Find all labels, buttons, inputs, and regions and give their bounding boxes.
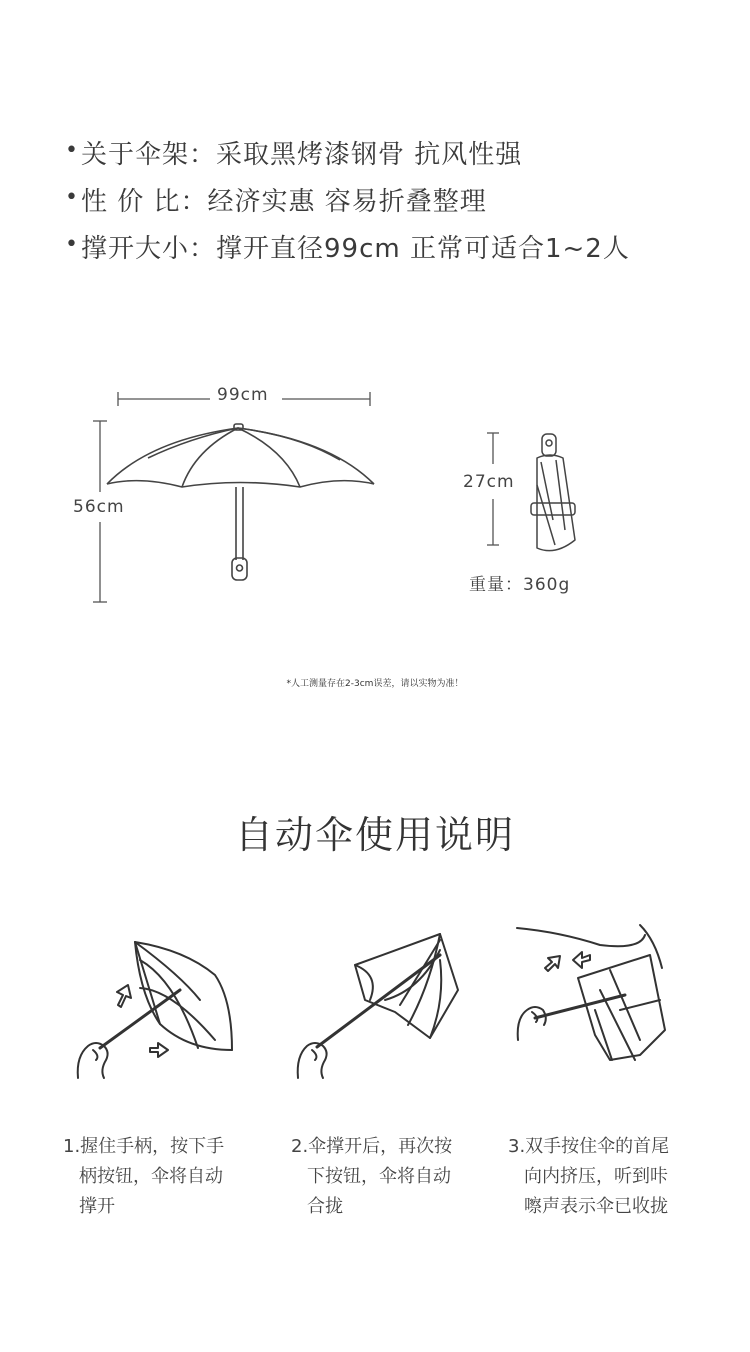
step-line: 柄按钮，伞将自动 — [79, 1166, 223, 1187]
weight-label: 重量：360g — [469, 575, 571, 595]
step-line: 下按钮，伞将自动 — [307, 1166, 451, 1187]
step-3 — [508, 1132, 669, 1222]
feature-text: 关于伞架：采取黑烤漆钢骨 抗风性强 — [80, 140, 523, 170]
bullet-dot: • — [65, 138, 79, 163]
bullet-dot: • — [65, 185, 79, 210]
measurement-note: *人工测量存在2-3cm误差，请以实物为准！ — [286, 679, 464, 689]
step-2 — [291, 1132, 452, 1222]
instructions-title: 自动伞使用说明 — [234, 813, 515, 857]
feature-text: 性 价 比：经济实惠 容易折叠整理 — [80, 187, 487, 217]
bullet-dot: • — [65, 232, 79, 257]
step-line: 嚓声表示伞已收拢 — [524, 1196, 668, 1217]
open-width-label: 99cm — [217, 385, 269, 405]
step-line: 撑开 — [79, 1196, 115, 1217]
folded-length-label: 27cm — [463, 472, 515, 492]
step-1 — [63, 1132, 224, 1222]
feature-text: 撑开大小：撑开直径99cm 正常可适合1~2人 — [80, 234, 630, 264]
step-line: 2.伞撑开后，再次按 — [291, 1136, 453, 1157]
step-line: 向内挤压，听到咔 — [524, 1166, 668, 1187]
step-line: 合拢 — [307, 1196, 343, 1217]
open-height-label: 56cm — [73, 497, 125, 517]
step-line: 3.双手按住伞的首尾 — [508, 1136, 670, 1157]
step-line: 1.握住手柄，按下手 — [63, 1136, 225, 1157]
